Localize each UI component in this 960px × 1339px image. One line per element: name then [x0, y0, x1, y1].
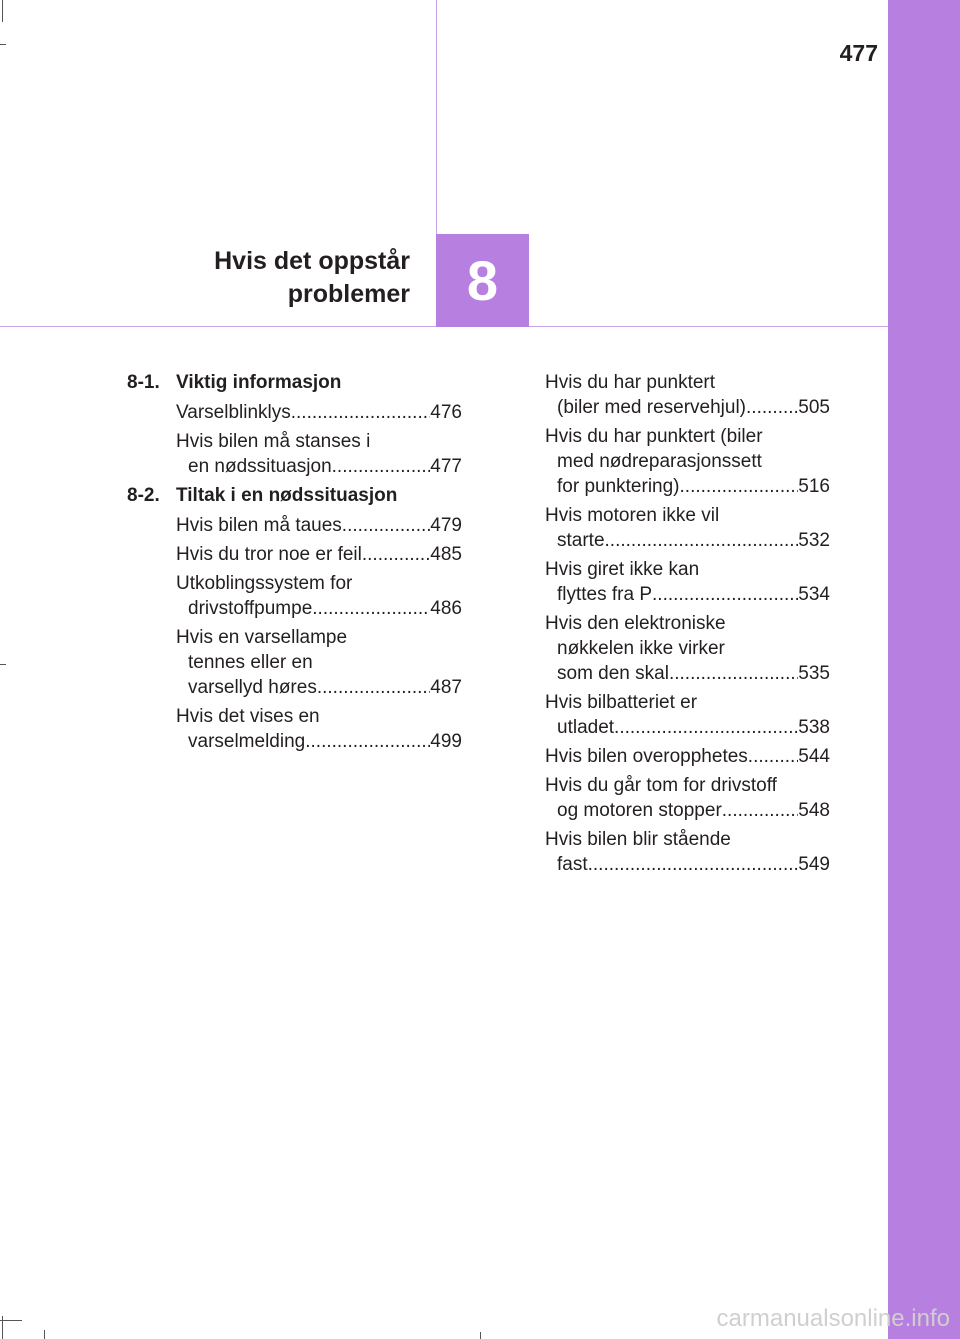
toc-entry-last-line — [176, 400, 462, 425]
toc-entry — [545, 773, 830, 823]
toc-entry — [545, 557, 830, 607]
toc-entry-last-line — [545, 395, 830, 420]
toc-section-title: Viktig informasjon — [176, 372, 342, 393]
toc-entry — [545, 690, 830, 740]
toc-entry-text: flyttes fra P — [557, 584, 653, 605]
toc-entry-line: Hvis motoren ikke vil — [545, 505, 720, 526]
crop-mark — [0, 664, 6, 665]
toc-page-number: 505 — [798, 397, 830, 418]
toc-entry-text: en nødssituasjon — [188, 456, 332, 477]
crop-mark — [0, 1320, 22, 1321]
toc-entry-text: Hvis bilen overopphetes — [545, 746, 748, 767]
toc-page-number: 538 — [798, 717, 830, 738]
toc-entry — [545, 827, 830, 877]
toc-entry — [545, 424, 830, 499]
toc-page-number: 544 — [798, 746, 830, 767]
toc-leader-dots — [614, 715, 798, 740]
toc-entry-line: Hvis bilen må stanses i — [176, 431, 371, 452]
toc-section-title: Tiltak i en nødssituasjon — [176, 485, 398, 506]
toc-entry — [176, 542, 462, 567]
crop-mark — [2, 1316, 3, 1339]
toc-page-number: 487 — [430, 677, 462, 698]
toc-entry-last-line — [545, 661, 830, 686]
toc-entry — [176, 400, 462, 425]
toc-leader-dots — [652, 582, 798, 607]
toc-leader-dots — [588, 852, 799, 877]
toc-page-number: 549 — [798, 854, 830, 875]
toc-entry — [545, 744, 830, 769]
toc-section-number: 8-2. — [127, 485, 160, 506]
toc-leader-dots — [722, 798, 799, 823]
toc-entry — [176, 513, 462, 538]
toc-page-number: 499 — [430, 731, 462, 752]
toc-section-heading — [127, 370, 462, 395]
toc-entry — [545, 503, 830, 553]
toc-entry-line: Hvis du har punktert (biler — [545, 426, 763, 447]
toc-entry-text: for punktering) — [557, 476, 680, 497]
toc-entry — [176, 704, 462, 754]
toc-page-number: 532 — [798, 530, 830, 551]
toc-entry-last-line — [176, 542, 462, 567]
watermark-logo: carmanualsonline.info — [716, 1305, 950, 1332]
crop-mark — [44, 1330, 45, 1339]
toc-entry-text: varselmelding — [188, 731, 306, 752]
toc-leader-dots — [317, 675, 430, 700]
toc-entry-last-line — [176, 596, 462, 621]
toc-page-number: 479 — [430, 515, 462, 536]
toc-entry-last-line — [545, 852, 830, 877]
toc-entry-last-line — [176, 675, 462, 700]
toc-entry-line: tennes eller en — [188, 652, 313, 673]
toc-page-number: 485 — [430, 544, 462, 565]
crop-mark — [2, 0, 3, 22]
toc-leader-dots — [748, 744, 799, 769]
chapter-side-tab — [888, 0, 960, 1339]
toc-entry-line: Hvis bilen blir stående — [545, 829, 731, 850]
toc-leader-dots — [342, 513, 431, 538]
toc-entry — [176, 429, 462, 479]
chapter-number-box — [436, 234, 529, 327]
toc-left-column — [127, 370, 462, 758]
toc-entry-last-line — [176, 513, 462, 538]
toc-entry-text: varsellyd høres — [188, 677, 317, 698]
toc-entry-last-line — [176, 729, 462, 754]
chapter-title — [214, 245, 410, 311]
toc-page-number: 535 — [798, 663, 830, 684]
toc-entry-text: utladet — [557, 717, 615, 738]
toc-entry-text: og motoren stopper — [557, 800, 722, 821]
toc-entry-last-line — [545, 474, 830, 499]
chapter-title-line2: problemer — [287, 280, 410, 308]
toc-leader-dots — [680, 474, 799, 499]
toc-entry — [176, 625, 462, 700]
toc-entry — [545, 370, 830, 420]
toc-leader-dots — [669, 661, 798, 686]
toc-entry-line: Hvis du går tom for drivstoff — [545, 775, 777, 796]
toc-entry-text: fast — [557, 854, 588, 875]
toc-entry-text: Hvis du tror noe er feil — [176, 544, 362, 565]
toc-entry-text: Varselblinklys — [176, 402, 291, 423]
toc-entry — [176, 571, 462, 621]
toc-entry-last-line — [176, 454, 462, 479]
toc-entry-last-line — [545, 715, 830, 740]
toc-entry-line: Utkoblingssystem for — [176, 573, 353, 594]
toc-leader-dots — [605, 528, 799, 553]
toc-entry-line: Hvis giret ikke kan — [545, 559, 700, 580]
toc-page-number: 477 — [430, 456, 462, 477]
toc-page-number: 486 — [430, 598, 462, 619]
toc-entry-last-line — [545, 798, 830, 823]
toc-page-number: 534 — [798, 584, 830, 605]
toc-entry-last-line — [545, 744, 830, 769]
toc-page-number: 548 — [798, 800, 830, 821]
toc-leader-dots — [312, 596, 430, 621]
toc-entry-text: Hvis bilen må taues — [176, 515, 342, 536]
toc-page-number: 476 — [430, 402, 462, 423]
toc-leader-dots — [332, 454, 431, 479]
toc-entry-line: Hvis den elektroniske — [545, 613, 726, 634]
toc-entry-last-line — [545, 528, 830, 553]
crop-mark — [0, 44, 6, 45]
toc-entry-text: starte — [557, 530, 605, 551]
header-divider-vertical — [436, 0, 437, 235]
toc-section-number: 8-1. — [127, 372, 160, 393]
toc-entry-line: Hvis bilbatteriet er — [545, 692, 698, 713]
toc-entry-text: som den skal — [557, 663, 669, 684]
toc-entry-text: (biler med reservehjul) — [557, 397, 747, 418]
toc-right-column — [545, 370, 830, 881]
toc-entry-line: Hvis du har punktert — [545, 372, 716, 393]
toc-entry-line: med nødreparasjonssett — [557, 451, 762, 472]
chapter-number: 8 — [466, 249, 499, 312]
toc-entry-line: Hvis en varsellampe — [176, 627, 348, 648]
toc-leader-dots — [291, 400, 431, 425]
crop-mark — [480, 1332, 481, 1339]
toc-entry-line: nøkkelen ikke virker — [557, 638, 725, 659]
toc-entry-last-line — [545, 582, 830, 607]
toc-section-heading — [127, 483, 462, 508]
page-number: 477 — [839, 40, 878, 66]
toc-entry-text: drivstoffpumpe — [188, 598, 313, 619]
toc-leader-dots — [305, 729, 430, 754]
toc-leader-dots — [746, 395, 798, 420]
toc-entry-line: Hvis det vises en — [176, 706, 320, 727]
chapter-title-line1: Hvis det oppstår — [214, 247, 410, 275]
toc-leader-dots — [362, 542, 430, 567]
toc-page-number: 516 — [798, 476, 830, 497]
toc-entry — [545, 611, 830, 686]
